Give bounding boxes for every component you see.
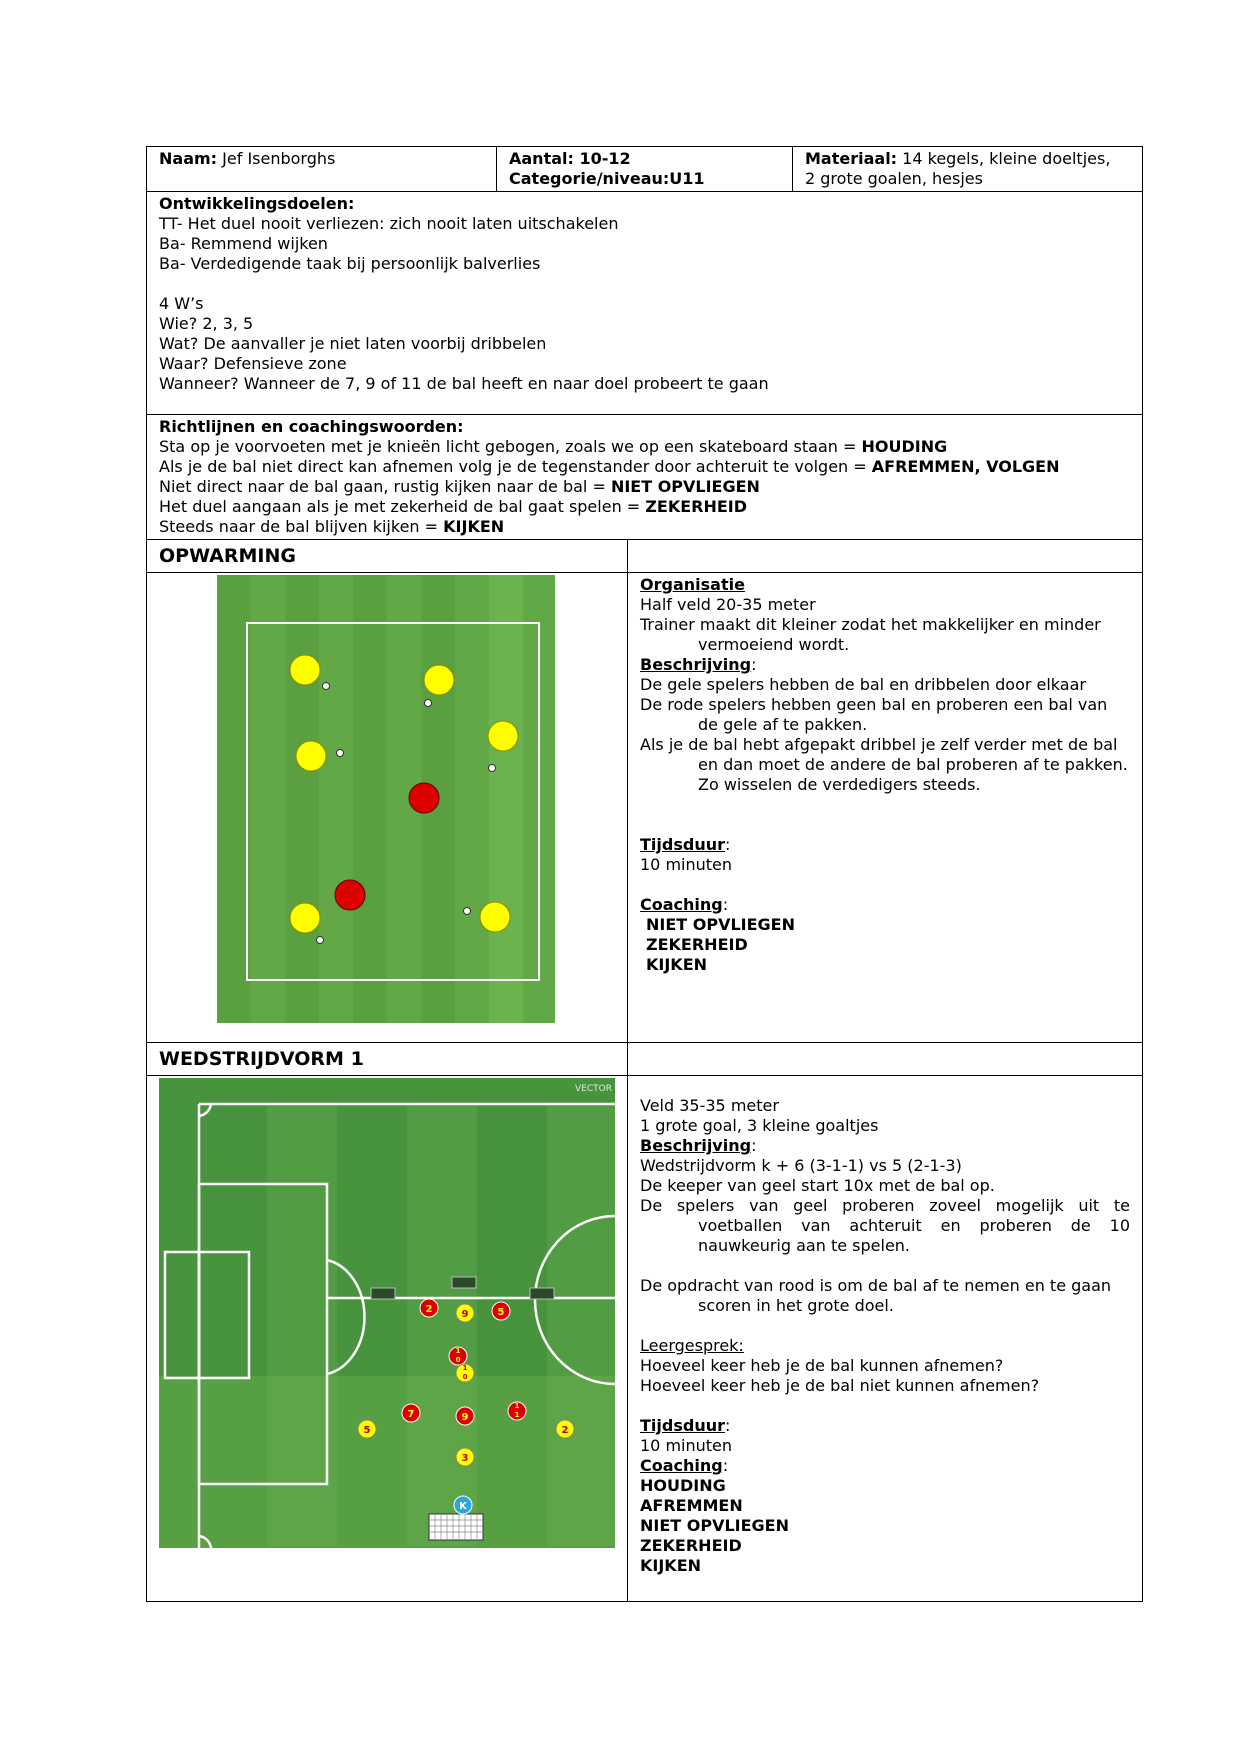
wedstrijdvorm-field-diagram bbox=[147, 1076, 625, 1596]
richtlijn-item: Het duel aangaan als je met zekerheid de bal gaat spelen = ZEKERHEID bbox=[159, 497, 748, 516]
materiaal-line1: 14 kegels, kleine doeltjes, bbox=[902, 149, 1111, 168]
small-goal-icon bbox=[530, 1288, 554, 1299]
tijdsduur-value: 10 minuten bbox=[640, 1436, 733, 1455]
richtlijn-item: Steeds naar de bal blijven kijken = KIJKEN bbox=[159, 517, 505, 536]
wedstrijdvorm-text-cell bbox=[628, 1076, 1143, 1602]
ball-icon bbox=[425, 700, 432, 707]
opwarming-title-cell bbox=[147, 540, 628, 573]
beschrijving-line: De keeper van geel start 10x met de bal op. bbox=[640, 1176, 995, 1195]
wedstrijdvorm-body-row bbox=[147, 1076, 1143, 1602]
coaching-item: NIET OPVLIEGEN bbox=[640, 1516, 789, 1535]
wedstrijdvorm-diagram-cell bbox=[147, 1076, 628, 1602]
player-number: 0 bbox=[462, 1373, 468, 1381]
player-number: 2 bbox=[561, 1425, 569, 1436]
tijdsduur-heading: Tijdsduur: bbox=[640, 1416, 731, 1435]
coaching-item: ZEKERHEID bbox=[646, 935, 748, 954]
coaching-item: NIET OPVLIEGEN bbox=[646, 915, 795, 934]
richtlijn-item: Als je de bal niet direct kan afnemen volg je de tegenstander door achteruit te volgen = AFREMMEN, VOLGEN bbox=[159, 457, 1060, 476]
tijdsduur-value: 10 minuten bbox=[640, 855, 733, 874]
red-player bbox=[409, 783, 439, 813]
name-value: Jef Isenborghs bbox=[222, 149, 336, 168]
yellow-player bbox=[290, 903, 320, 933]
name-cell bbox=[147, 147, 497, 192]
player-number: 1 bbox=[455, 1347, 461, 1355]
beschrijving-heading: Beschrijving: bbox=[640, 1136, 757, 1155]
doel-line: Ba- Remmend wijken bbox=[159, 234, 328, 253]
opwarming-empty-cell bbox=[628, 540, 1143, 573]
richtlijnen-row bbox=[147, 415, 1143, 540]
wedstrijdvorm-header-row bbox=[147, 1043, 1143, 1076]
organisatie-line: Half veld 20-35 meter bbox=[640, 595, 816, 614]
materiaal-line2: 2 grote goalen, hesjes bbox=[805, 169, 983, 188]
beschrijving-line: Wedstrijdvorm k + 6 (3-1-1) vs 5 (2-1-3) bbox=[640, 1156, 962, 1175]
player-number: 0 bbox=[455, 1356, 461, 1364]
ball-icon bbox=[337, 750, 344, 757]
doel-line: Ba- Verdedigende taak bij persoonlijk balverlies bbox=[159, 254, 541, 273]
player-number: 5 bbox=[363, 1425, 371, 1436]
player-number: K bbox=[459, 1501, 467, 1512]
ws-line: Wat? De aanvaller je niet laten voorbij dribbelen bbox=[159, 334, 547, 353]
red-player bbox=[335, 880, 365, 910]
ball-icon bbox=[317, 937, 324, 944]
session-sheet bbox=[146, 146, 1142, 1602]
opwarming-title: OPWARMING bbox=[159, 545, 296, 567]
doel-line: TT- Het duel nooit verliezen: zich nooit laten uitschakelen bbox=[159, 214, 619, 233]
player-number: 7 bbox=[407, 1409, 415, 1420]
ball-icon bbox=[489, 765, 496, 772]
wedstrijdvorm-title-cell bbox=[147, 1043, 628, 1076]
player-number: 9 bbox=[461, 1412, 469, 1423]
coaching-item: KIJKEN bbox=[646, 955, 708, 974]
coaching-item: AFREMMEN bbox=[640, 1496, 743, 1515]
organisatie-title: Organisatie bbox=[640, 575, 745, 594]
opwarming-text-cell bbox=[628, 573, 1143, 1043]
beschrijving-line: De spelers van geel proberen zoveel mogelijk uit te voetballen van achteruit en proberen de 10 nauwkeurig aan te spelen. bbox=[640, 1196, 1130, 1255]
materiaal-cell bbox=[793, 147, 1143, 192]
player-number: 1 bbox=[514, 1402, 520, 1410]
ws-line: Wanneer? Wanneer de 7, 9 of 11 de bal heeft en naar doel probeert te gaan bbox=[159, 374, 769, 393]
goals-text: 1 grote goal, 3 kleine goaltjes bbox=[640, 1116, 879, 1135]
veld-text: Veld 35-35 meter bbox=[640, 1096, 779, 1115]
coaching-heading: Coaching: bbox=[640, 1456, 729, 1475]
ball-icon bbox=[464, 908, 471, 915]
watermark-text: VECTOR bbox=[575, 1084, 612, 1094]
organisatie-line: Trainer maakt dit kleiner zodat het makkelijker en minder vermoeiend wordt. bbox=[640, 615, 1101, 654]
yellow-player bbox=[424, 665, 454, 695]
richtlijnen-title: Richtlijnen en coachingswoorden: bbox=[159, 417, 464, 436]
opwarming-header-row bbox=[147, 540, 1143, 573]
opwarming-diagram-cell bbox=[147, 573, 628, 1043]
player-number: 5 bbox=[497, 1307, 505, 1318]
training-table bbox=[146, 146, 1143, 1602]
ws-line: Wie? 2, 3, 5 bbox=[159, 314, 254, 333]
coaching-item: HOUDING bbox=[640, 1476, 726, 1495]
opdracht-text: De opdracht van rood is om de bal af te nemen en te gaan scoren in het grote doel. bbox=[640, 1276, 1112, 1315]
header-row bbox=[147, 147, 1143, 192]
richtlijnen-cell bbox=[147, 415, 1143, 540]
doelen-title: Ontwikkelingsdoelen: bbox=[159, 194, 355, 213]
opwarming-body-row bbox=[147, 573, 1143, 1043]
beschrijving-heading: Beschrijving: bbox=[640, 655, 757, 674]
ball-icon bbox=[323, 683, 330, 690]
yellow-player bbox=[488, 721, 518, 751]
aantal-text: Aantal: 10-12 bbox=[509, 149, 631, 168]
wedstrijdvorm-title: WEDSTRIJDVORM 1 bbox=[159, 1048, 364, 1070]
coaching-item: KIJKEN bbox=[640, 1556, 702, 1575]
beschrijving-line: Als je de bal hebt afgepakt dribbel je zelf verder met de bal en dan moet de andere de bal proberen af te pakken. Zo wisselen de verdedigers steeds. bbox=[640, 735, 1128, 794]
player-number: 1 bbox=[462, 1364, 468, 1372]
player-number: 9 bbox=[461, 1309, 469, 1320]
beschrijving-line: De rode spelers hebben geen bal en proberen een bal van de gele af te pakken. bbox=[640, 695, 1108, 734]
ws-line: Waar? Defensieve zone bbox=[159, 354, 347, 373]
categorie-text: Categorie/niveau:U11 bbox=[509, 169, 705, 188]
small-goal-icon bbox=[371, 1288, 395, 1299]
doelen-cell bbox=[147, 192, 1143, 415]
yellow-player bbox=[480, 902, 510, 932]
player-number: 3 bbox=[461, 1453, 469, 1464]
richtlijn-item: Sta op je voorvoeten met je knieën licht gebogen, zoals we op een skateboard staan = HOUDING bbox=[159, 437, 948, 456]
leergesprek-title: Leergesprek: bbox=[640, 1336, 744, 1355]
name-label: Naam: bbox=[159, 149, 218, 168]
richtlijn-item: Niet direct naar de bal gaan, rustig kijken naar de bal = NIET OPVLIEGEN bbox=[159, 477, 760, 496]
small-goal-icon bbox=[452, 1277, 476, 1288]
opwarming-field-diagram bbox=[147, 573, 625, 1037]
beschrijving-line: De gele spelers hebben de bal en dribbelen door elkaar bbox=[640, 675, 1086, 694]
big-goal-icon bbox=[429, 1514, 483, 1540]
aantal-cell bbox=[497, 147, 793, 192]
coaching-item: ZEKERHEID bbox=[640, 1536, 742, 1555]
leergesprek-line: Hoeveel keer heb je de bal kunnen afnemen? bbox=[640, 1356, 1004, 1375]
player-number: 2 bbox=[425, 1304, 433, 1315]
leergesprek-line: Hoeveel keer heb je de bal niet kunnen afnemen? bbox=[640, 1376, 1040, 1395]
yellow-player bbox=[296, 741, 326, 771]
yellow-player bbox=[290, 655, 320, 685]
coaching-heading: Coaching: bbox=[640, 895, 729, 914]
player-number: 1 bbox=[514, 1411, 520, 1419]
tijdsduur-heading: Tijdsduur: bbox=[640, 835, 731, 854]
materiaal-label: Materiaal: bbox=[805, 149, 898, 168]
wedstrijdvorm-empty-cell bbox=[628, 1043, 1143, 1076]
ws-title: 4 W’s bbox=[159, 294, 204, 313]
doelen-row bbox=[147, 192, 1143, 415]
